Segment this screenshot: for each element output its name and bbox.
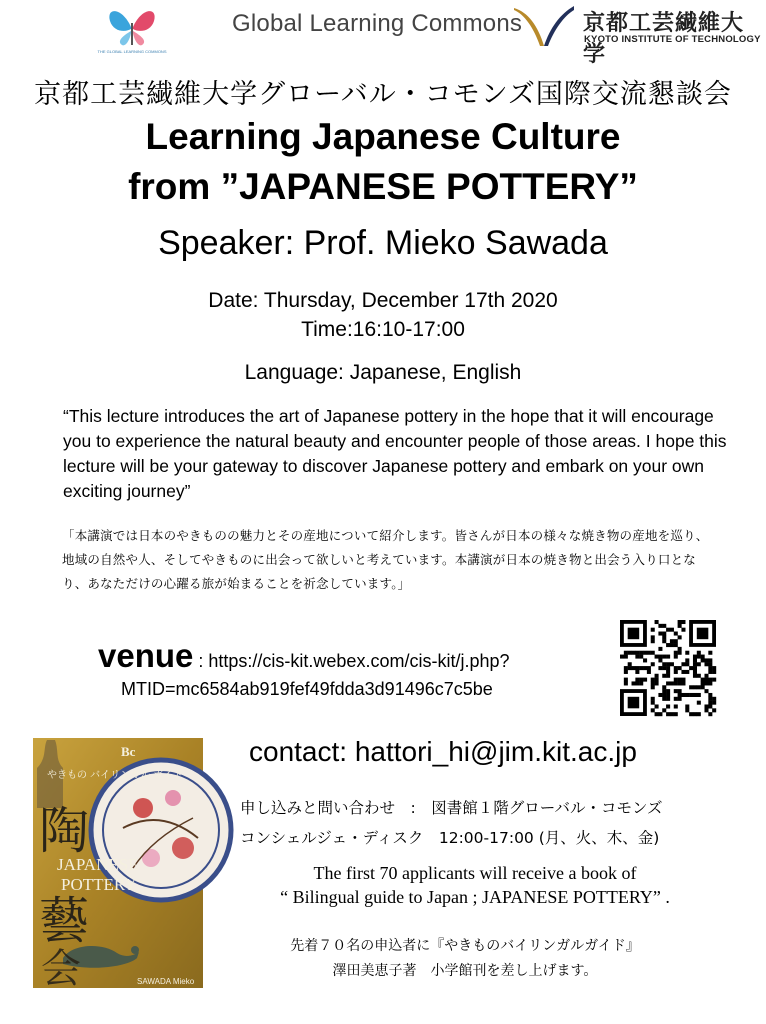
event-title-line1: Learning Japanese Culture bbox=[145, 116, 621, 157]
venue-url-part2[interactable]: MTID=mc6584ab919fef49fdda3d91496c7c5be bbox=[121, 679, 493, 699]
book-cover-image bbox=[33, 738, 203, 992]
book-kanji-3: 会 bbox=[41, 946, 81, 992]
event-title-line2: from ”JAPANESE POTTERY” bbox=[128, 166, 638, 207]
gift-jp-line1: 先着７０名の申込者に『やきものバイリンガルガイド』 bbox=[290, 938, 640, 954]
book-title-jp: やきもの バイリンガル ガイド bbox=[47, 770, 184, 781]
registration-line1: 申し込みと問い合わせ : 図書館１階グローバル・コモンズ bbox=[240, 799, 663, 817]
book-kanji-2: 藝 bbox=[39, 892, 89, 950]
venue-url-part1[interactable]: https://cis-kit.webex.com/cis-kit/j.php? bbox=[208, 651, 510, 671]
butterfly-logo-text: THE GLOBAL LEARNING COMMONS bbox=[97, 49, 167, 54]
first70-notice bbox=[250, 861, 700, 909]
lecture-quote-jp: 「本講演では日本のやきものの魅力とその産地について紹介します。皆さんが日本の様々な焼き物の産地を巡り、地域の自然や人、そしてやきものに出会って欲しいと考えています。本講演が日本の焼き物と出会う入り口となり、あなただけの心躍る旅が始まることを祈念しています。」 bbox=[62, 528, 709, 591]
org-name: Global Learning Commons bbox=[232, 10, 523, 37]
registration-line2: コンシェルジェ・ディスク 12:00-17:00 (月、火、木、金) bbox=[240, 829, 660, 847]
book-kanji-1: 陶 bbox=[39, 802, 89, 860]
kit-logo-mark bbox=[512, 4, 576, 48]
speaker: Speaker: Prof. Mieko Sawada bbox=[158, 224, 608, 262]
book-series-mark: Bc bbox=[121, 744, 136, 759]
venue-colon: : bbox=[193, 651, 209, 671]
first70-line1: The first 70 applicants will receive a book of bbox=[313, 863, 637, 883]
venue-label: venue bbox=[98, 637, 194, 674]
lecture-quote-en: “This lecture introduces the art of Japanese pottery in the hope that it will encourage you to experience the natural beauty and encounter people of those areas. I hope this lecture will be your gateway to discover Japanese pottery and embark on your own exciting journey” bbox=[63, 406, 727, 501]
event-date: Date: Thursday, December 17th 2020 bbox=[208, 289, 558, 312]
book-title-en-1: JAPANESE bbox=[57, 855, 139, 874]
kit-name-en: KYOTO INSTITUTE OF TECHNOLOGY bbox=[584, 34, 761, 45]
venue-line bbox=[98, 637, 510, 675]
event-series-jp: 京都工芸繊維大学グローバル・コモンズ国際交流懇談会 bbox=[34, 79, 732, 110]
book-author: SAWADA Mieko bbox=[137, 977, 195, 986]
first70-line2: “ Bilingual guide to Japan ; JAPANESE POTTERY” . bbox=[280, 887, 670, 907]
kit-name-jp: 京都工芸繊維大学 bbox=[583, 10, 745, 66]
book-title-en-2: POTTERY bbox=[61, 875, 137, 894]
contact-email[interactable]: contact: hattori_hi@jim.kit.ac.jp bbox=[249, 736, 637, 767]
qr-code[interactable] bbox=[620, 620, 716, 716]
gift-jp-line2: 澤田美恵子著 小学館刊を差し上げます。 bbox=[332, 963, 598, 979]
butterfly-logo bbox=[97, 5, 167, 55]
event-language: Language: Japanese, English bbox=[244, 361, 522, 384]
event-time: Time:16:10-17:00 bbox=[301, 318, 465, 341]
